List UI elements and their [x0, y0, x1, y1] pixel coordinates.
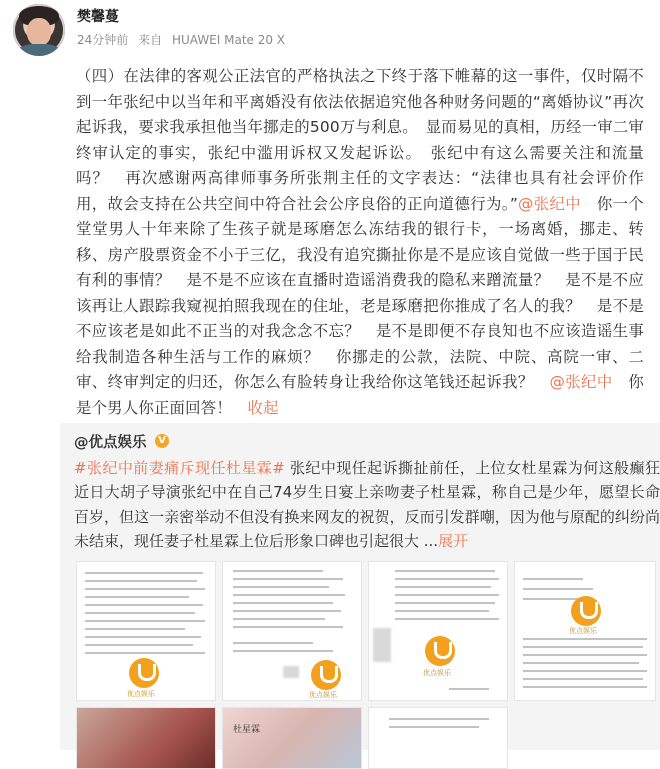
post-time: 24分钟前 — [77, 33, 129, 47]
image-thumbnail-5[interactable] — [76, 707, 216, 769]
watermark-label: 优点娱乐 — [127, 690, 155, 698]
post-body — [76, 64, 644, 421]
repost-text — [74, 456, 660, 554]
image-thumbnail-2[interactable] — [222, 561, 362, 701]
device-source[interactable]: HUAWEI Mate 20 X — [171, 33, 286, 47]
image-thumbnail-1[interactable] — [76, 561, 216, 701]
image-thumbnail-4[interactable] — [514, 561, 656, 701]
post-text-3: 你是个男人你正面回答！ — [76, 373, 644, 417]
watermark-logo-icon — [571, 596, 601, 626]
post-header — [0, 0, 660, 60]
post-text-1: （四）在法律的客观公正法官的严格执法之下终于落下帷幕的这一事件，仅时隔不到一年张纪中以当年和平离婚没有依法依据追究他各种财务问题的“离婚协议”再次起诉我，要求我承担他当年挪走的500万与利息。 显而易见的真相，历经一审二审终审认定的事实，张纪中滥用诉权又发起诉讼。 张纪中有这么需要关注和流量吗？ 再次感谢两高律师事务所张荆主任的文字表达：“法律也具有社会评价作用，故会支持在公共空间中符合社会公序良俗的正向道德行为。” — [76, 67, 644, 213]
expand-link[interactable]: 展开 — [438, 532, 469, 551]
verified-badge-icon: V — [155, 434, 169, 448]
image-thumbnail-7[interactable] — [368, 707, 508, 769]
mention-link-2[interactable]: @张纪中 — [549, 373, 613, 391]
repost-author[interactable]: @优点娱乐 — [74, 435, 147, 451]
post-text-2: 你一个堂堂男人十年来除了生孩子就是琢磨怎么冻结我的银行卡，一场离婚，挪走、转移、房产股票资金不小于三亿，我没有追究撕扯你是不是应该自觉做一些于国于民有利的事情？ 是不是不应该在直播时造谣消费我的隐私来蹭流量？ 是不是不应该再让人跟踪我窥视拍照我现在的住址，老是琢磨把你推成了名人的我？ 是不是不应该老是如此不正当的对我念念不忘？ 是不是即便不存良知也不应该造谣生事给我制造各种生活与工作的麻烦？ 你挪走的公款，法院、中院、高院一审、二审、终审判定的归还，你怎么有脸转身让我给你这笔钱还起诉我？ — [76, 194, 644, 391]
post-meta — [77, 31, 291, 48]
photo-caption: 杜星霖 — [233, 725, 261, 735]
repost-body: 张纪中现任起诉撕扯前任，上位女杜星霖为何这般癫狂 近日大胡子导演张纪中在自己74岁生日宴上亲吻妻子杜星霖，称自己是少年，愿望长命百岁，但这一亲密举动不但没有换来网友的祝贺，反而引发群嘲，因为他与原配的纠纷尚未结束，现任妻子杜星霖上位后形象口碑也引起很大 ... — [74, 459, 660, 551]
repost-card[interactable] — [60, 423, 660, 750]
source-prefix: 来自 — [138, 33, 163, 47]
mention-link-1[interactable]: @张纪中 — [518, 194, 582, 213]
watermark-label: 优点娱乐 — [569, 627, 597, 635]
avatar[interactable] — [13, 4, 65, 56]
watermark-logo-icon — [311, 660, 341, 690]
watermark-label: 优点娱乐 — [309, 691, 337, 699]
image-thumbnail-6[interactable] — [222, 707, 362, 769]
watermark-logo-icon — [425, 636, 455, 666]
topic-link[interactable]: #张纪中前妻痛斥现任杜星霖# — [74, 459, 285, 477]
watermark-label: 优点娱乐 — [423, 669, 451, 677]
collapse-link[interactable]: 收起 — [247, 398, 279, 417]
watermark-logo-icon — [129, 658, 159, 688]
image-thumbnail-3[interactable] — [368, 561, 508, 701]
image-grid — [74, 561, 660, 761]
author-name[interactable]: 樊馨蔓 — [77, 9, 119, 25]
